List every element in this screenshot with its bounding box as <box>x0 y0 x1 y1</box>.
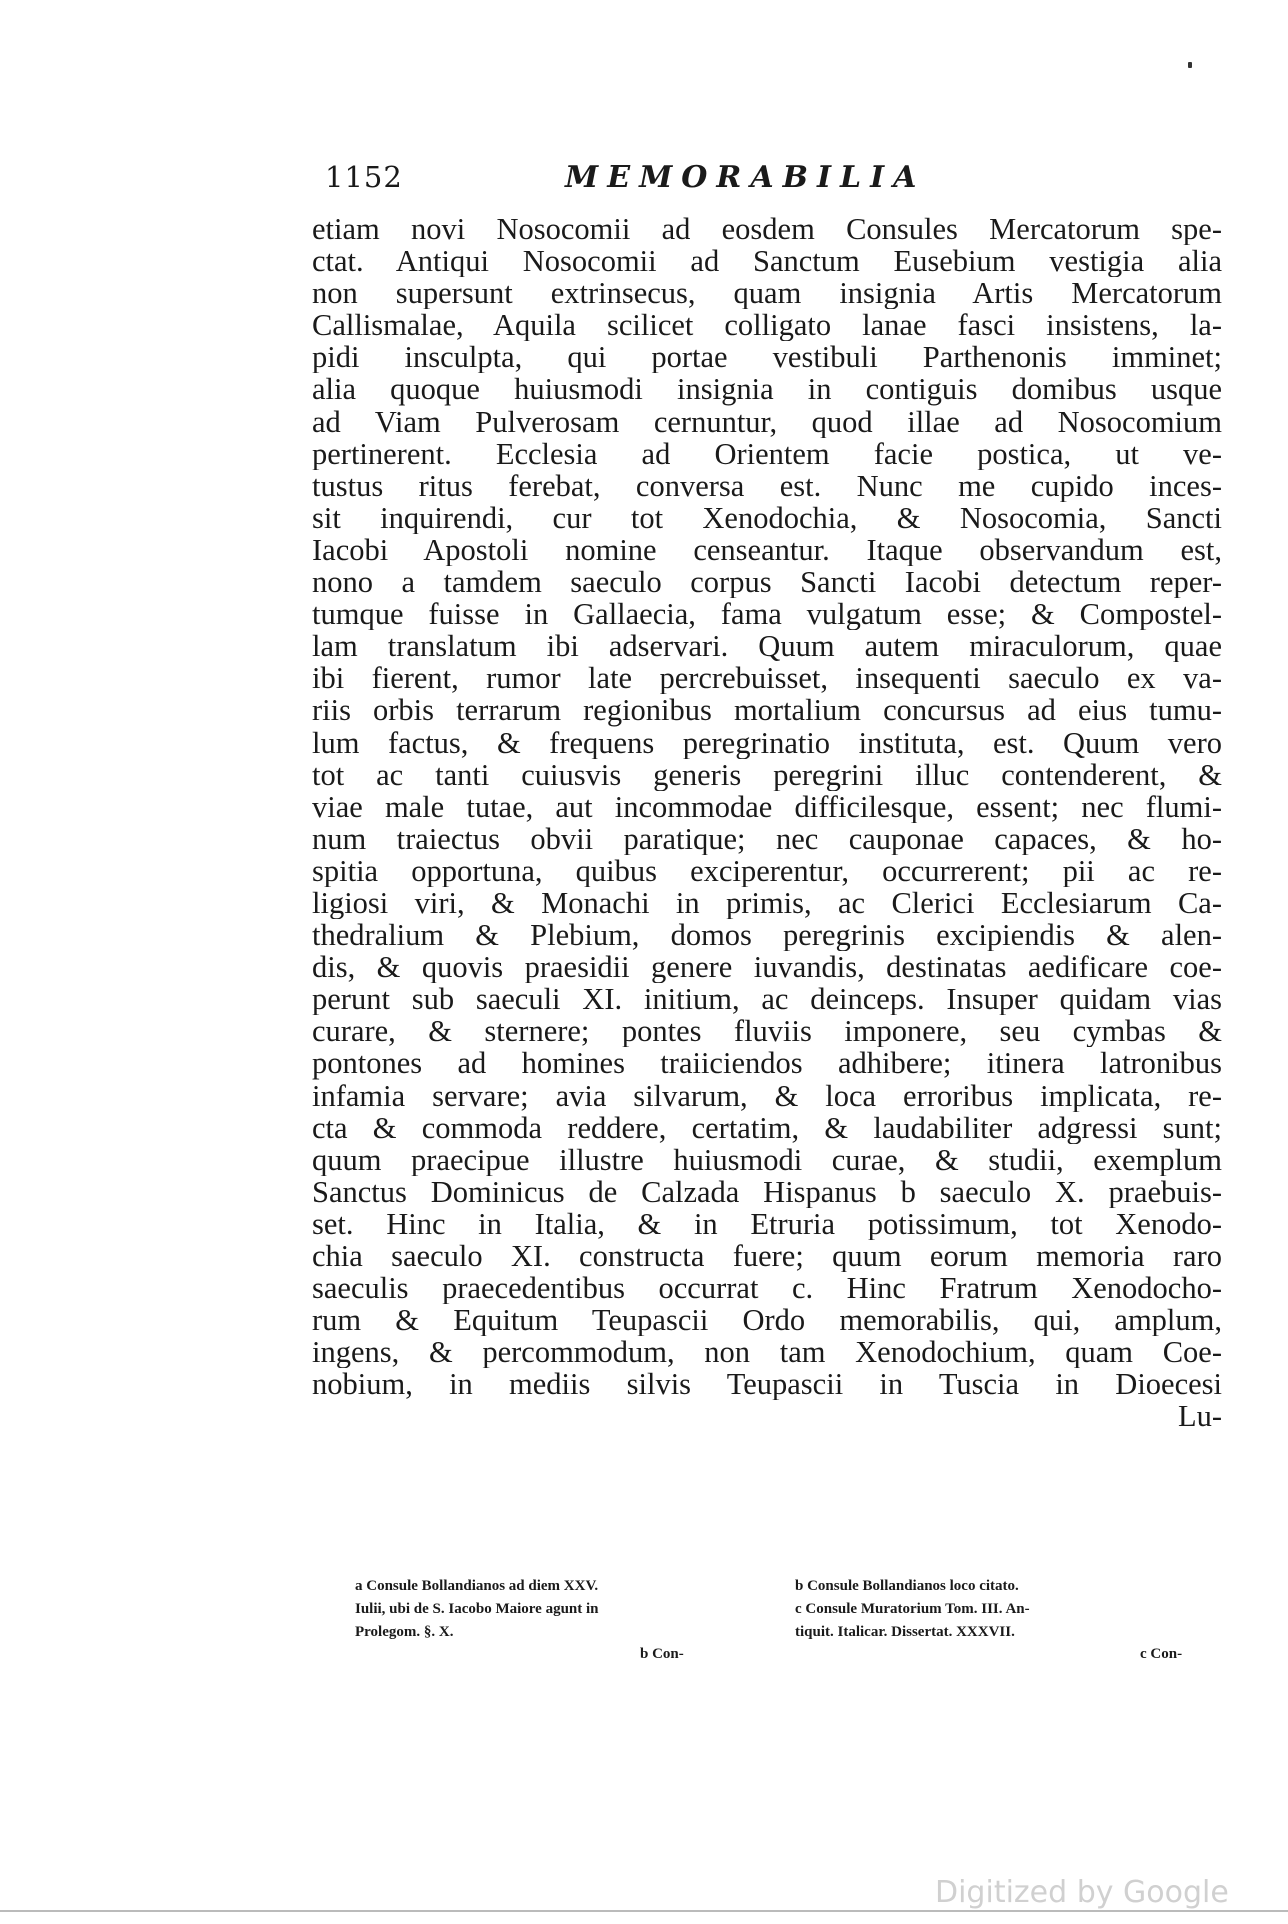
text-line: thedralium & Plebium, domos peregrinis excipiendis & alen- <box>312 919 1222 952</box>
text-line: chia saeculo XI. constructa fuere; quum eorum memoria raro <box>312 1240 1222 1273</box>
footnote-line: Prolegom. §. X. <box>355 1624 454 1640</box>
scan-edge-rule <box>0 1910 1288 1912</box>
text-line: tot ac tanti cuiusvis generis peregrini illuc contenderent, & <box>312 758 1222 791</box>
page-header <box>325 160 1045 200</box>
text-line: cta & commoda reddere, certatim, & laudabiliter adgressi sunt; <box>312 1111 1222 1144</box>
text-line: lum factus, & frequens peregrinatio instituta, est. Quum vero <box>312 726 1222 759</box>
text-line: set. Hinc in Italia, & in Etruria potissimum, tot Xenodo- <box>312 1207 1222 1240</box>
text-line: etiam novi Nosocomii ad eosdem Consules Mercatorum spe- <box>312 213 1222 246</box>
text-line: saeculis praecedentibus occurrat c. Hinc Fratrum Xenodocho- <box>312 1272 1222 1305</box>
text-line: Sanctus Dominicus de Calzada Hispanus b saeculo X. praebuis- <box>312 1175 1222 1208</box>
text-line: quum praecipue illustre huiusmodi curae, & studii, exemplum <box>312 1143 1222 1176</box>
text-line: spitia opportuna, quibus exciperentur, occurrerent; pii ac re- <box>312 854 1222 887</box>
digitization-watermark: Digitized by Google <box>935 1875 1229 1910</box>
text-line: tustus ritus ferebat, conversa est. Nunc me cupido inces- <box>312 469 1222 502</box>
text-line: Callismalae, Aquila scilicet colligato lanae fasci insistens, la- <box>312 309 1222 342</box>
footnote-line: a Consule Bollandianos ad diem XXV. <box>355 1578 599 1594</box>
text-line: pidi insculpta, qui portae vestibuli Parthenonis imminet; <box>312 341 1222 374</box>
text-line: tumque fuisse in Gallaecia, fama vulgatum esse; & Compostel- <box>312 598 1222 631</box>
footnote-catchword-left: b Con- <box>640 1646 684 1662</box>
text-line: pontones ad homines traiiciendos adhibere; itinera latronibus <box>312 1047 1222 1080</box>
text-line: dis, & quovis praesidii genere iuvandis, destinatas aedificare coe- <box>312 951 1222 984</box>
text-line: lam translatum ibi adservari. Quum autem miraculorum, quae <box>312 630 1222 663</box>
text-line: rum & Equitum Teupascii Ordo memorabilis, qui, amplum, <box>312 1304 1222 1337</box>
ink-speck <box>1188 62 1192 68</box>
body-text <box>312 213 1222 1433</box>
text-line: perunt sub saeculi XI. initium, ac deinceps. Insuper quidam vias <box>312 983 1222 1016</box>
text-line: ctat. Antiqui Nosocomii ad Sanctum Eusebium vestigia alia <box>312 245 1222 278</box>
footnote-line: b Consule Bollandianos loco citato. <box>795 1578 1019 1594</box>
footnote-line: Iulii, ubi de S. Iacobo Maiore agunt in <box>355 1601 599 1617</box>
footnotes-right-column <box>795 1575 1215 1644</box>
text-line: nono a tamdem saeculo corpus Sancti Iacobi detectum reper- <box>312 566 1222 599</box>
running-title: MEMORABILIA <box>565 160 926 195</box>
text-line: infamia servare; avia silvarum, & loca erroribus implicata, re- <box>312 1079 1222 1112</box>
text-line: ligiosi viri, & Monachi in primis, ac Clerici Ecclesiarum Ca- <box>312 886 1222 920</box>
text-line: Iacobi Apostoli nomine censeantur. Itaque observandum est, <box>312 533 1222 567</box>
text-line: viae male tutae, aut incommodae difficilesque, essent; nec flumi- <box>312 790 1222 823</box>
text-line: curare, & sternere; pontes fluviis imponere, seu cymbas & <box>312 1015 1222 1048</box>
text-line: num traiectus obvii paratique; nec cauponae capaces, & ho- <box>312 822 1222 855</box>
text-line: ibi fierent, rumor late percrebuisset, insequenti saeculo ex va- <box>312 662 1222 695</box>
footnotes-left-column <box>355 1575 775 1644</box>
text-line: alia quoque huiusmodi insignia in contiguis domibus usque <box>312 373 1222 406</box>
text-line: ingens, & percommodum, non tam Xenodochium, quam Coe- <box>312 1336 1222 1369</box>
text-line: nobium, in mediis silvis Teupascii in Tuscia in Dioecesi <box>312 1368 1222 1401</box>
page-number: 1152 <box>325 160 403 194</box>
footnote-line: tiquit. Italicar. Dissertat. XXXVII. <box>795 1624 1015 1640</box>
text-line: ad Viam Pulverosam cernuntur, quod illae ad Nosocomium <box>312 405 1222 438</box>
text-line: sit inquirendi, cur tot Xenodochia, & Nosocomia, Sancti <box>312 501 1222 534</box>
text-line: pertinerent. Ecclesia ad Orientem facie postica, ut ve- <box>312 437 1222 470</box>
catchword: Lu- <box>1177 1400 1222 1433</box>
footnote-catchword-right: c Con- <box>1140 1646 1183 1662</box>
text-line: non supersunt extrinsecus, quam insignia Artis Mercatorum <box>312 277 1222 310</box>
footnote-line: c Consule Muratorium Tom. III. An- <box>795 1601 1030 1617</box>
text-line: riis orbis terrarum regionibus mortalium concursus ad eius tumu- <box>312 694 1222 727</box>
